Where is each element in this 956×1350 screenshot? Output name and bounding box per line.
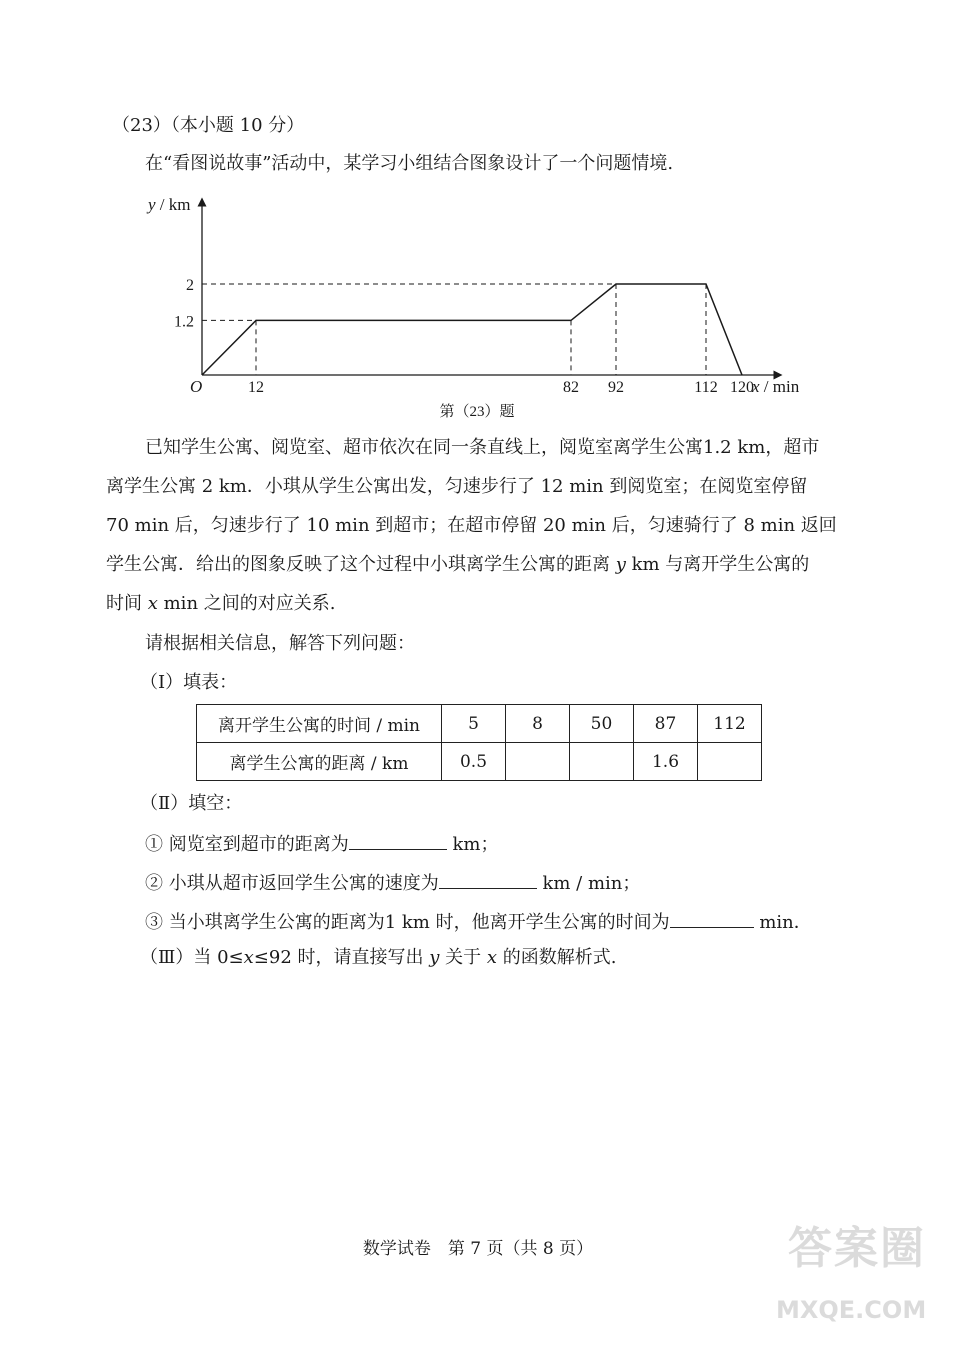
- origin-label: O: [190, 377, 203, 396]
- y-tick-label: 1.2: [174, 313, 194, 331]
- prompt: 请根据相关信息，解答下列问题：: [145, 633, 415, 654]
- paragraph-line-3: 70 min 后，匀速步行了 10 min 到超市；在超市停留 20 min 后，匀速骑行了 8 min 返回: [106, 515, 837, 536]
- row-header-distance: 离学生公寓的距离 / km: [197, 743, 442, 781]
- part-3-question: （Ⅲ）当 0≤x≤92 时，请直接写出 y 关于 x 的函数解析式.: [140, 947, 617, 968]
- x-tick-label: 82: [563, 379, 579, 396]
- answer-blank-3[interactable]: [670, 909, 754, 928]
- part-1-label: （Ⅰ）填表：: [140, 672, 238, 693]
- row-header-time: 离开学生公寓的时间 / min: [197, 705, 442, 743]
- table-cell: 87: [634, 705, 698, 743]
- distance-series-line: [202, 284, 742, 375]
- y-axis-label: y / km: [148, 195, 191, 214]
- table-cell: 0.5: [442, 743, 506, 781]
- answer-table: [196, 704, 762, 781]
- paragraph-line-5: 时间 x min 之间的对应关系.: [106, 593, 336, 614]
- answer-blank-1[interactable]: [349, 831, 447, 850]
- x-axis-label: x / min: [752, 377, 800, 396]
- watermark-text: 答案圈: [788, 1223, 926, 1274]
- paragraph-line-2: 离学生公寓 2 km．小琪从学生公寓出发，匀速步行了 12 min 到阅览室；在阅览室停留: [106, 476, 808, 497]
- table-cell[interactable]: [506, 743, 570, 781]
- table-cell: 1.6: [634, 743, 698, 781]
- x-tick-label: 92: [608, 379, 624, 396]
- fill-question-1: ① 阅览室到超市的距离为 km；: [145, 831, 498, 857]
- x-tick-label: 12: [248, 379, 264, 396]
- x-tick-label: 112: [694, 379, 718, 396]
- answer-blank-2[interactable]: [439, 870, 537, 889]
- table-row: [197, 743, 762, 781]
- x-tick-label: 120: [730, 379, 754, 396]
- fill-question-3: ③ 当小琪离学生公寓的距离为1 km 时，他离开学生公寓的时间为 min．: [145, 909, 812, 935]
- part-2-label: （Ⅱ）填空：: [140, 793, 243, 814]
- table-cell: 50: [570, 705, 634, 743]
- table-cell[interactable]: [570, 743, 634, 781]
- question-header: （23）（本小题 10 分）: [112, 115, 305, 136]
- table-cell[interactable]: [698, 743, 762, 781]
- question-intro: 在“看图说故事”活动中，某学习小组结合图象设计了一个问题情境.: [145, 153, 674, 174]
- distance-time-graph: [140, 190, 820, 422]
- figure-caption: 第（23）题: [439, 404, 515, 420]
- paragraph-line-4: 学生公寓．给出的图象反映了这个过程中小琪离学生公寓的距离 y km 与离开学生公寓的: [106, 554, 810, 575]
- watermark-url: MXQE.COM: [776, 1296, 927, 1324]
- fill-question-2: ② 小琪从超市返回学生公寓的速度为 km / min；: [145, 870, 640, 896]
- paragraph-line-1: 已知学生公寓、阅览室、超市依次在同一条直线上，阅览室离学生公寓1.2 km，超市: [145, 437, 820, 458]
- y-tick-label: 2: [186, 277, 194, 294]
- table-row: [197, 705, 762, 743]
- table-cell: 5: [442, 705, 506, 743]
- watermark-logo: [770, 1212, 950, 1342]
- table-cell: 112: [698, 705, 762, 743]
- table-cell: 8: [506, 705, 570, 743]
- page-footer: 数学试卷 第 7 页（共 8 页）: [362, 1239, 594, 1259]
